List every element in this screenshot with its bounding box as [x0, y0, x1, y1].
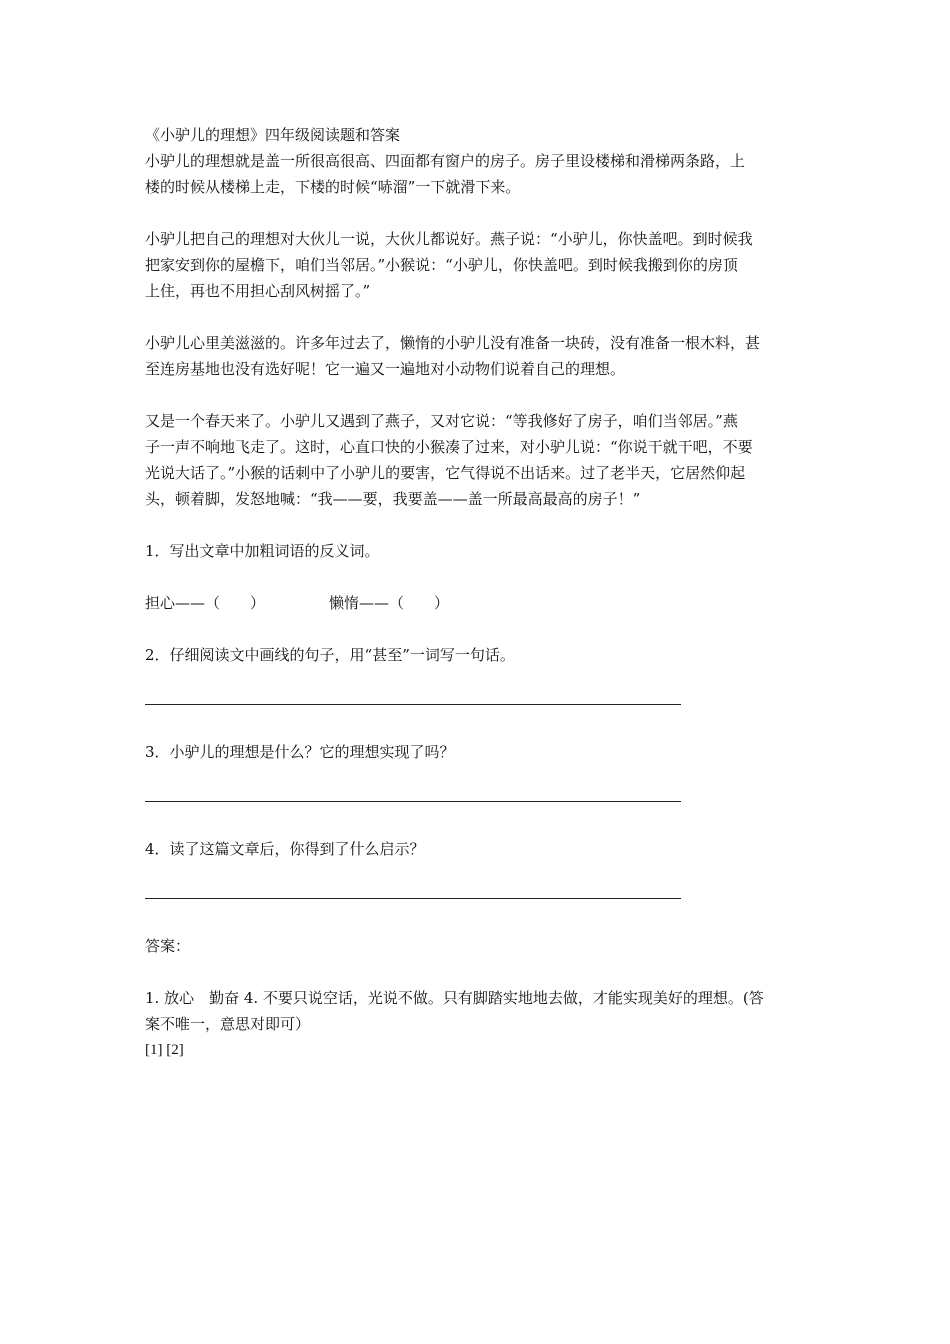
- question-4: 4．读了这篇文章后，你得到了什么启示？: [145, 840, 425, 858]
- passage-line: 小驴儿把自己的理想对大伙儿一说，大伙儿都说好。燕子说：“小驴儿，你快盖吧。到时候我: [145, 230, 753, 248]
- passage-paragraph-3: [145, 330, 817, 382]
- answer-blank-line-2: [145, 686, 681, 705]
- antonym-item-1: 担心——（ ）: [145, 594, 266, 612]
- answers-line: 案不唯一，意思对即可）: [145, 1015, 311, 1033]
- passage-paragraph-2: [145, 226, 817, 304]
- passage-line: 头，顿着脚，发怒地喊：“我——要，我要盖——盖一所最高最高的房子！”: [145, 490, 641, 508]
- footnote-markers: [1] [2]: [145, 1042, 184, 1058]
- antonym-row: [145, 590, 817, 616]
- passage-line: 小驴儿心里美滋滋的。许多年过去了，懒惰的小驴儿没有准备一块砖，没有准备一根木料，甚: [145, 334, 761, 352]
- passage-line: 楼的时候从楼梯上走，下楼的时候“哧溜”一下就滑下来。: [145, 178, 521, 196]
- answer-blank-line-3: [145, 783, 681, 802]
- document-title: 《小驴儿的理想》四年级阅读题和答案: [145, 126, 401, 144]
- answers-heading: 答案：: [145, 937, 191, 955]
- answers-line: 1. 放心 勤奋 4. 不要只说空话，光说不做。只有脚踏实地地去做，才能实现美好的理想。(答: [145, 989, 764, 1007]
- passage-line: 光说大话了。”小猴的话刺中了小驴儿的要害，它气得说不出话来。过了老半天，它居然仰起: [145, 464, 746, 482]
- passage-line: 子一声不响地飞走了。这时，心直口快的小猴凑了过来，对小驴儿说：“你说干就干吧，不要: [145, 438, 753, 456]
- antonym-item-2: 懒惰——（ ）: [329, 594, 450, 612]
- passage-line: 小驴儿的理想就是盖一所很高很高、四面都有窗户的房子。房子里设楼梯和滑梯两条路，上: [145, 152, 746, 170]
- question-1: 1．写出文章中加粗词语的反义词。: [145, 542, 380, 560]
- question-2: 2．仔细阅读文中画线的句子，用“甚至”一词写一句话。: [145, 646, 515, 664]
- passage-line: 至连房基地也没有选好呢！它一遍又一遍地对小动物们说着自己的理想。: [145, 360, 626, 378]
- question-3: 3．小驴儿的理想是什么？它的理想实现了吗？: [145, 743, 455, 761]
- passage-line: 又是一个春天来了。小驴儿又遇到了燕子，又对它说：“等我修好了房子，咱们当邻居。”燕: [145, 412, 738, 430]
- document-page: [145, 122, 817, 1063]
- answer-blank-line-4: [145, 880, 681, 899]
- passage-paragraph-4: [145, 408, 817, 512]
- passage-line: 把家安到你的屋檐下，咱们当邻居。”小猴说：“小驴儿，你快盖吧。到时候我搬到你的房顶: [145, 256, 738, 274]
- passage-paragraph-1: [145, 148, 817, 200]
- passage-line: 上住，再也不用担心刮风树摇了。”: [145, 282, 371, 300]
